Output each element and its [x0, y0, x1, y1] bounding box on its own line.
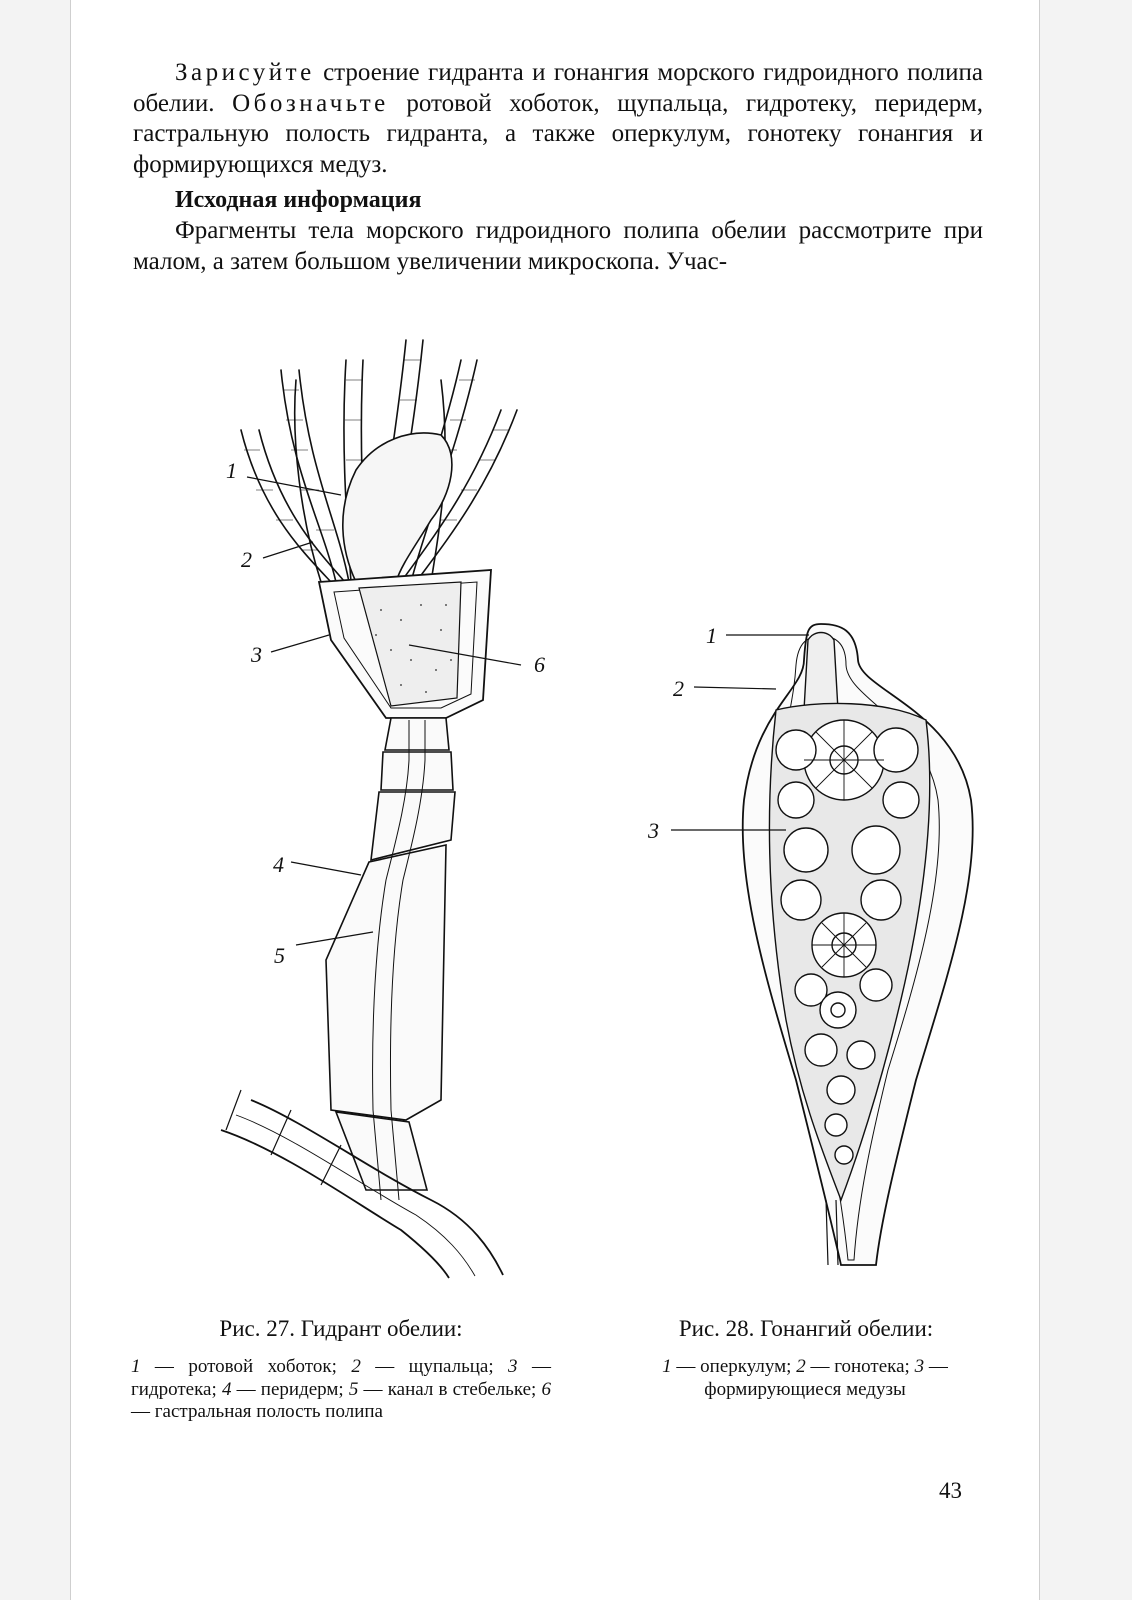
fig27-legend-num-4: 4	[221, 1378, 232, 1400]
fig27-legend-num-2: 2	[351, 1356, 361, 1377]
fig28-label-3: 3	[648, 818, 659, 843]
fig27-label-1: 1	[226, 458, 237, 483]
fig27-legend-text-5: — канал в стебельке;	[358, 1378, 542, 1400]
intro-paragraph	[133, 58, 983, 180]
section-paragraph: Фрагменты тела морского гидроидного полипа обелии рассмотрите при малом, а затем большом увеличении микроскопа. Учас-	[133, 217, 983, 275]
fig27-label-3: 3	[251, 642, 262, 667]
section-heading: Исходная информация	[175, 187, 422, 213]
figure-28-caption-legend	[619, 1356, 991, 1401]
figure-27-caption-title: Рис. 27. Гидрант обелии:	[219, 1316, 463, 1341]
fig27-label-2: 2	[241, 547, 252, 572]
fig27-label-4: 4	[273, 852, 284, 877]
figure-27-caption-legend	[131, 1356, 551, 1424]
intro-text-block	[133, 58, 983, 277]
fig27-legend-num-3: 3	[508, 1356, 518, 1377]
fig28-label-2: 2	[673, 676, 684, 701]
fig27-label-6: 6	[534, 652, 545, 677]
page	[70, 0, 1040, 1600]
fig27-legend-text-1: — ротовой хоботок;	[140, 1356, 352, 1377]
fig27-label-5: 5	[274, 943, 285, 968]
fig28-legend-num-2: 2	[796, 1356, 806, 1377]
fig28-legend-num-3: 3	[914, 1356, 925, 1377]
intro-verb: Зарисуйте	[175, 59, 315, 86]
fig27-legend-num-5: 5	[348, 1378, 359, 1400]
fig27-legend-text-2: — щупальца;	[360, 1356, 509, 1377]
fig27-legend-num-6: 6	[541, 1378, 551, 1400]
fig28-legend-text-3: — формирующиеся медузы	[704, 1356, 948, 1400]
intro-verb-2: Обозначьте	[232, 89, 389, 117]
intro-text-2: ротовой хоботок, щупальца, гидротеку, перидерм, гастральную полость гидранта, а также оперкулум, гонотеку гонангия и формирующихся медуз.	[133, 89, 983, 178]
fig28-legend-text-2: — гонотека;	[805, 1356, 915, 1377]
fig27-legend-text-3: — гидротека;	[131, 1356, 551, 1400]
intro-text-1: строение гидранта и гонангия морского гидроидного полипа обелии.	[133, 59, 983, 117]
fig27-legend-text-6: — гастральная полость полипа	[131, 1401, 383, 1422]
fig27-legend-text-4: — перидерм;	[231, 1378, 349, 1400]
fig28-label-1: 1	[706, 623, 717, 648]
fig28-legend-num-1: 1	[662, 1356, 672, 1377]
figure-27-hydranth-drawing	[141, 320, 561, 1280]
figure-28-caption-title: Рис. 28. Гонангий обелии:	[678, 1316, 934, 1341]
page-number: 43	[939, 1478, 962, 1503]
fig27-legend-num-1: 1	[131, 1356, 141, 1377]
fig28-legend-text-1: — оперкулум;	[671, 1356, 797, 1377]
figure-28-gonangium-drawing	[626, 600, 1026, 1280]
